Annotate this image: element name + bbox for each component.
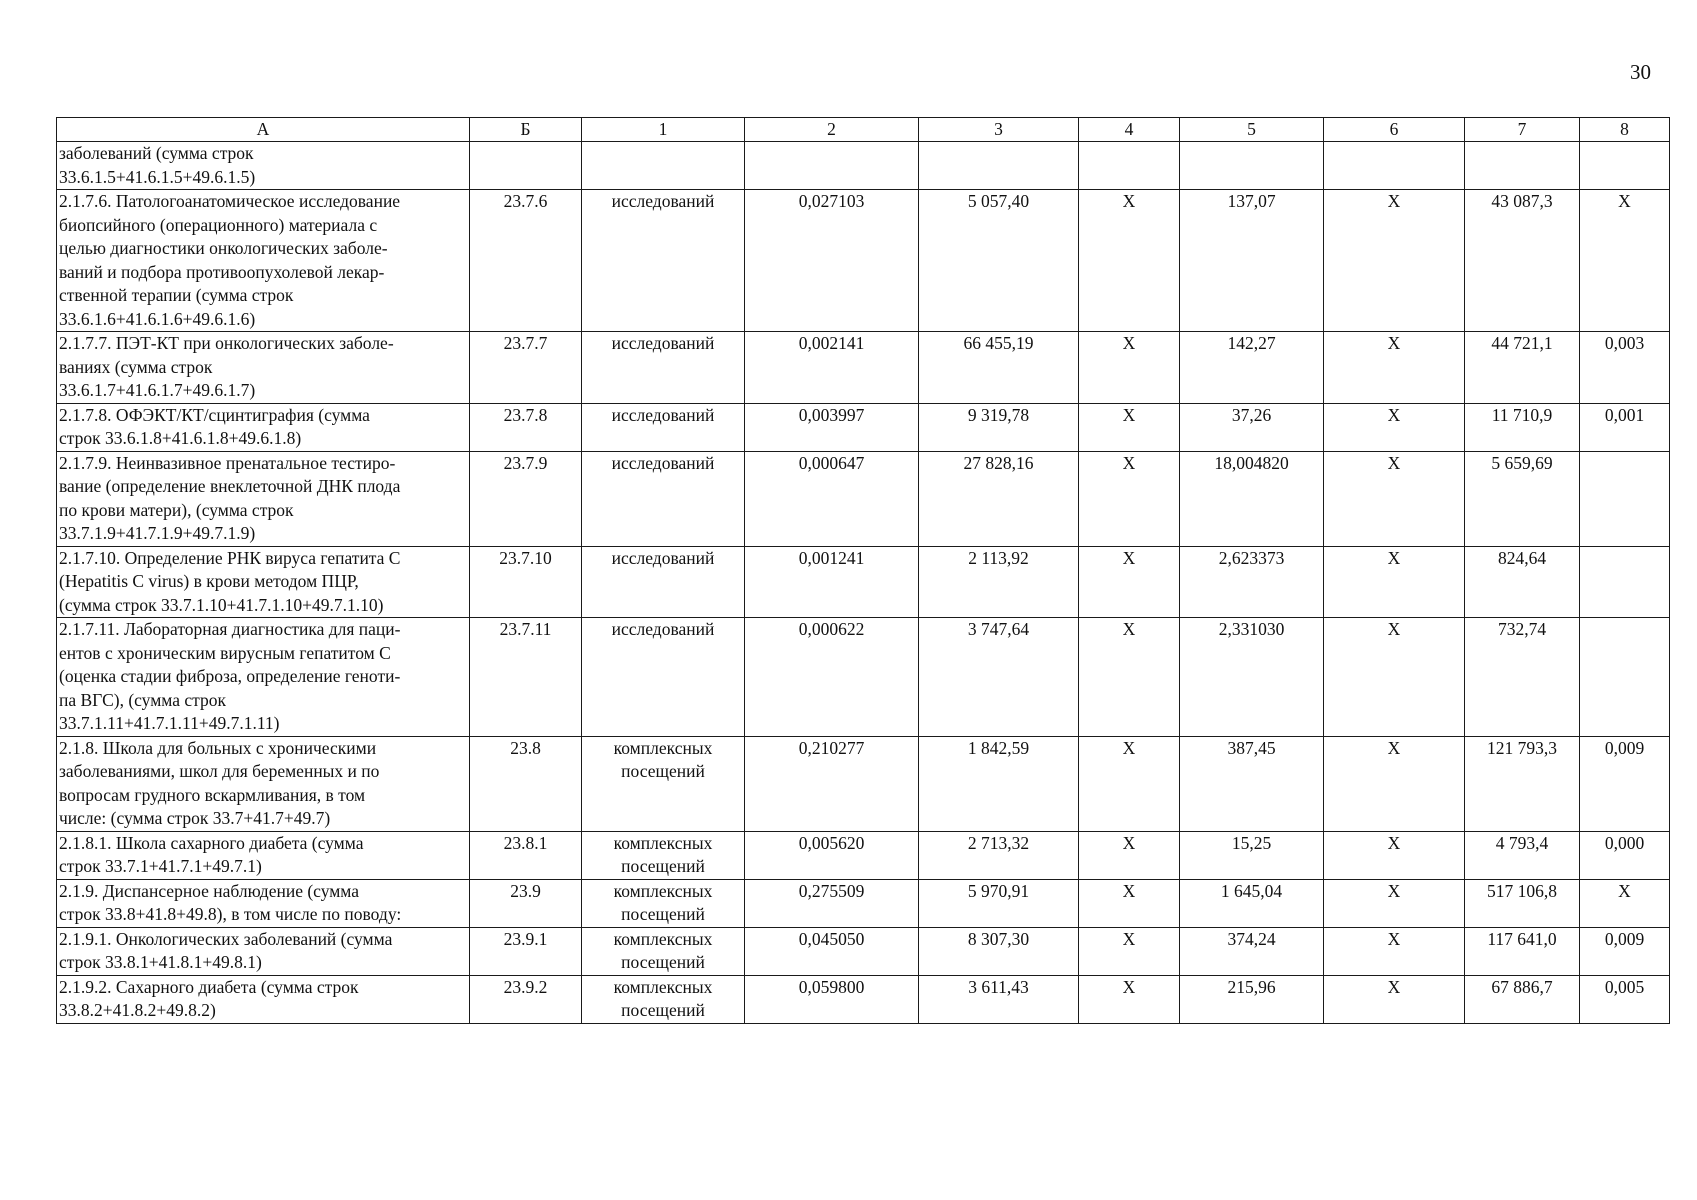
- value-col-4: Х: [1079, 975, 1180, 1023]
- value-col-5: 374,24: [1180, 927, 1324, 975]
- value-col-5: 137,07: [1180, 190, 1324, 332]
- code-cell: 23.9.2: [470, 975, 582, 1023]
- value-col-5: 15,25: [1180, 831, 1324, 879]
- name-cell: 2.1.7.7. ПЭТ-КТ при онкологических заболе- ваниях (сумма строк 33.6.1.7+41.6.1.7+49.6.1.7): [57, 332, 470, 404]
- value-col-7: 4 793,4: [1465, 831, 1580, 879]
- header-cell-4: 4: [1079, 118, 1180, 142]
- table-row: [57, 831, 1670, 879]
- code-cell: 23.7.6: [470, 190, 582, 332]
- value-col-2: 0,210277: [745, 736, 919, 831]
- table-row: [57, 403, 1670, 451]
- header-cell-3: 3: [919, 118, 1079, 142]
- value-col-7: 67 886,7: [1465, 975, 1580, 1023]
- value-col-2: 0,003997: [745, 403, 919, 451]
- value-col-7: 44 721,1: [1465, 332, 1580, 404]
- unit-cell: комплексных посещений: [582, 927, 745, 975]
- value-col-2: 0,000622: [745, 618, 919, 737]
- value-col-8: 0,005: [1580, 975, 1670, 1023]
- value-col-2: 0,005620: [745, 831, 919, 879]
- unit-cell: исследований: [582, 403, 745, 451]
- code-cell: 23.7.9: [470, 451, 582, 546]
- value-col-7: 517 106,8: [1465, 879, 1580, 927]
- value-col-8: 0,000: [1580, 831, 1670, 879]
- unit-cell: исследований: [582, 451, 745, 546]
- name-cell: 2.1.7.9. Неинвазивное пренатальное тестиро- вание (определение внеклеточной ДНК плода по крови матери), (сумма строк 33.7.1.9+41.7.1.9+49.7.1.9): [57, 451, 470, 546]
- table-row: [57, 618, 1670, 737]
- value-col-3: [919, 142, 1079, 190]
- value-col-6: Х: [1324, 618, 1465, 737]
- value-col-2: 0,059800: [745, 975, 919, 1023]
- value-col-3: 3 611,43: [919, 975, 1079, 1023]
- value-col-8: [1580, 451, 1670, 546]
- unit-cell: исследований: [582, 618, 745, 737]
- value-col-3: 5 057,40: [919, 190, 1079, 332]
- value-col-8: Х: [1580, 190, 1670, 332]
- value-col-2: 0,000647: [745, 451, 919, 546]
- value-col-3: 5 970,91: [919, 879, 1079, 927]
- value-col-8: 0,003: [1580, 332, 1670, 404]
- value-col-8: [1580, 618, 1670, 737]
- value-col-2: 0,275509: [745, 879, 919, 927]
- value-col-7: 824,64: [1465, 546, 1580, 618]
- header-cell-b: Б: [470, 118, 582, 142]
- value-col-4: Х: [1079, 190, 1180, 332]
- value-col-7: 5 659,69: [1465, 451, 1580, 546]
- name-cell: 2.1.9. Диспансерное наблюдение (сумма строк 33.8+41.8+49.8), в том числе по поводу:: [57, 879, 470, 927]
- value-col-7: 732,74: [1465, 618, 1580, 737]
- unit-cell: исследований: [582, 546, 745, 618]
- value-col-4: Х: [1079, 927, 1180, 975]
- value-col-6: Х: [1324, 403, 1465, 451]
- unit-cell: исследований: [582, 190, 745, 332]
- code-cell: 23.9.1: [470, 927, 582, 975]
- value-col-3: 66 455,19: [919, 332, 1079, 404]
- code-cell: [470, 142, 582, 190]
- name-cell: 2.1.7.6. Патологоанатомическое исследование биопсийного (операционного) материала с целью диагностики онкологических заболе- ваний и подбора противоопухолевой лекар- ственной терапии (сумма строк 33.6.1.6+41.6.1.6+49.6.1.6): [57, 190, 470, 332]
- value-col-3: 3 747,64: [919, 618, 1079, 737]
- value-col-6: Х: [1324, 975, 1465, 1023]
- value-col-6: Х: [1324, 879, 1465, 927]
- table-row: [57, 190, 1670, 332]
- value-col-5: 37,26: [1180, 403, 1324, 451]
- header-row: [57, 118, 1670, 142]
- page-number: 30: [1630, 60, 1651, 84]
- value-col-5: 142,27: [1180, 332, 1324, 404]
- value-col-8: 0,001: [1580, 403, 1670, 451]
- unit-cell: комплексных посещений: [582, 975, 745, 1023]
- header-cell-a: А: [57, 118, 470, 142]
- value-col-3: 27 828,16: [919, 451, 1079, 546]
- value-col-3: 2 713,32: [919, 831, 1079, 879]
- value-col-6: Х: [1324, 190, 1465, 332]
- value-col-5: 2,623373: [1180, 546, 1324, 618]
- value-col-5: 387,45: [1180, 736, 1324, 831]
- data-table: [56, 117, 1670, 1024]
- table-row: [57, 975, 1670, 1023]
- header-cell-1: 1: [582, 118, 745, 142]
- value-col-3: 1 842,59: [919, 736, 1079, 831]
- unit-cell: комплексных посещений: [582, 736, 745, 831]
- code-cell: 23.7.7: [470, 332, 582, 404]
- name-cell: заболеваний (сумма строк 33.6.1.5+41.6.1.5+49.6.1.5): [57, 142, 470, 190]
- header-cell-6: 6: [1324, 118, 1465, 142]
- header-cell-7: 7: [1465, 118, 1580, 142]
- table-row: [57, 879, 1670, 927]
- value-col-4: Х: [1079, 403, 1180, 451]
- value-col-3: 9 319,78: [919, 403, 1079, 451]
- unit-cell: исследований: [582, 332, 745, 404]
- value-col-6: Х: [1324, 831, 1465, 879]
- code-cell: 23.8: [470, 736, 582, 831]
- value-col-5: [1180, 142, 1324, 190]
- unit-cell: [582, 142, 745, 190]
- value-col-7: [1465, 142, 1580, 190]
- unit-cell: комплексных посещений: [582, 831, 745, 879]
- name-cell: 2.1.8. Школа для больных с хроническими заболеваниями, школ для беременных и по вопросам грудного вскармливания, в том числе: (сумма строк 33.7+41.7+49.7): [57, 736, 470, 831]
- value-col-8: [1580, 142, 1670, 190]
- value-col-3: 8 307,30: [919, 927, 1079, 975]
- name-cell: 2.1.9.1. Онкологических заболеваний (сумма строк 33.8.1+41.8.1+49.8.1): [57, 927, 470, 975]
- table-row: [57, 332, 1670, 404]
- name-cell: 2.1.7.10. Определение РНК вируса гепатита С (Hepatitis C virus) в крови методом ПЦР, (сумма строк 33.7.1.10+41.7.1.10+49.7.1.10): [57, 546, 470, 618]
- value-col-6: Х: [1324, 332, 1465, 404]
- name-cell: 2.1.8.1. Школа сахарного диабета (сумма строк 33.7.1+41.7.1+49.7.1): [57, 831, 470, 879]
- code-cell: 23.8.1: [470, 831, 582, 879]
- table-row: [57, 736, 1670, 831]
- value-col-2: [745, 142, 919, 190]
- value-col-5: 18,004820: [1180, 451, 1324, 546]
- value-col-2: 0,001241: [745, 546, 919, 618]
- value-col-4: [1079, 142, 1180, 190]
- value-col-2: 0,002141: [745, 332, 919, 404]
- value-col-7: 117 641,0: [1465, 927, 1580, 975]
- value-col-4: Х: [1079, 618, 1180, 737]
- value-col-6: Х: [1324, 451, 1465, 546]
- table-row: [57, 546, 1670, 618]
- value-col-3: 2 113,92: [919, 546, 1079, 618]
- name-cell: 2.1.7.8. ОФЭКТ/КТ/сцинтиграфия (сумма строк 33.6.1.8+41.6.1.8+49.6.1.8): [57, 403, 470, 451]
- table-row: [57, 927, 1670, 975]
- value-col-2: 0,045050: [745, 927, 919, 975]
- unit-cell: комплексных посещений: [582, 879, 745, 927]
- header-cell-8: 8: [1580, 118, 1670, 142]
- code-cell: 23.7.10: [470, 546, 582, 618]
- value-col-4: Х: [1079, 831, 1180, 879]
- value-col-8: [1580, 546, 1670, 618]
- value-col-6: Х: [1324, 736, 1465, 831]
- code-cell: 23.7.8: [470, 403, 582, 451]
- value-col-5: 2,331030: [1180, 618, 1324, 737]
- value-col-4: Х: [1079, 879, 1180, 927]
- name-cell: 2.1.7.11. Лабораторная диагностика для паци- ентов с хроническим вирусным гепатитом С (оценка стадии фиброза, определение геноти- па ВГС), (сумма строк 33.7.1.11+41.7.1.11+49.7.1.11): [57, 618, 470, 737]
- value-col-6: [1324, 142, 1465, 190]
- value-col-6: Х: [1324, 546, 1465, 618]
- code-cell: 23.7.11: [470, 618, 582, 737]
- header-cell-2: 2: [745, 118, 919, 142]
- value-col-8: Х: [1580, 879, 1670, 927]
- value-col-8: 0,009: [1580, 736, 1670, 831]
- value-col-7: 43 087,3: [1465, 190, 1580, 332]
- value-col-4: Х: [1079, 546, 1180, 618]
- value-col-4: Х: [1079, 451, 1180, 546]
- value-col-5: 215,96: [1180, 975, 1324, 1023]
- table-row: [57, 451, 1670, 546]
- value-col-7: 121 793,3: [1465, 736, 1580, 831]
- name-cell: 2.1.9.2. Сахарного диабета (сумма строк 33.8.2+41.8.2+49.8.2): [57, 975, 470, 1023]
- value-col-2: 0,027103: [745, 190, 919, 332]
- value-col-4: Х: [1079, 332, 1180, 404]
- table-body: [57, 142, 1670, 1024]
- value-col-6: Х: [1324, 927, 1465, 975]
- table-row: [57, 142, 1670, 190]
- value-col-8: 0,009: [1580, 927, 1670, 975]
- header-cell-5: 5: [1180, 118, 1324, 142]
- value-col-5: 1 645,04: [1180, 879, 1324, 927]
- value-col-4: Х: [1079, 736, 1180, 831]
- value-col-7: 11 710,9: [1465, 403, 1580, 451]
- code-cell: 23.9: [470, 879, 582, 927]
